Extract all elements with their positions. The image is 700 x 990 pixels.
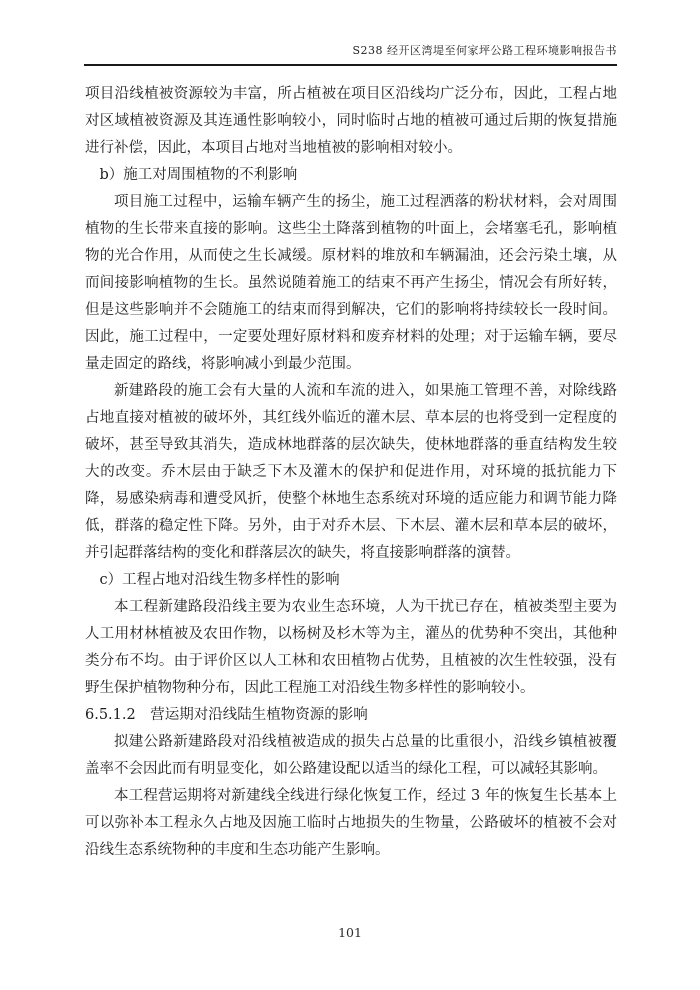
paragraph-operation-vegetation-loss: 拟建公路新建路段对沿线植被造成的损失占总量的比重很小，沿线乡镇植被覆盖率不会因此而有明显变化，如公路建设配以适当的绿化工程，可以减轻其影响。	[85, 734, 617, 777]
subheading-c-biodiversity-impact: c）工程占地对沿线生物多样性的影响	[99, 572, 340, 588]
paragraph-biodiversity-assessment: 本工程新建路段沿线主要为农业生态环境，人为干扰已存在，植被类型主要为人工用材林植被及农田作物，以杨树及杉木等为主，灌丛的优势种不突出，其他种类分布不均。由于评价区以人工林和农田植物占优势，且植被的次生性较强，没有野生保护植物物种分布，因此工程施工对沿线生物多样性的影响较小。	[85, 599, 617, 696]
page-footer	[0, 925, 700, 940]
page-header	[84, 42, 617, 66]
paragraph-new-road-community-impact: 新建路段的施工会有大量的人流和车流的进入，如果施工管理不善，对除线路占地直接对植被的破坏外，其红线外临近的灌木层、草本层的也将受到一定程度的破坏，甚至导致其消失，造成林地群落的层次缺失，使林地群落的垂直结构发生较大的改变。乔木层由于缺乏下木及灌木的保护和促进作用，对环境的抵抗能力下降，易感染病毒和遭受风折，使整个林地生态系统对环境的适应能力和调节能力降低，群落的稳定性下降。另外，由于对乔木层、下木层、灌木层和草本层的破坏，并引起群落结构的变化和群落层次的缺失，将直接影响群落的演替。	[85, 383, 617, 561]
paragraph-greening-restoration: 本工程营运期将对新建线全线进行绿化恢复工作，经过 3 年的恢复生长基本上可以弥补本工程永久占地及因施工临时占地损失的生物量，公路破坏的植被不会对沿线生态系统物种的丰度和生态功能产生影响。	[85, 788, 617, 858]
paragraph-construction-dust-impact: 项目施工过程中，运输车辆产生的扬尘，施工过程洒落的粉状材料，会对周围植物的生长带来直接的影响。这些尘土降落到植物的叶面上，会堵塞毛孔，影响植物的光合作用，从而使之生长减缓。原材料的堆放和车辆漏油，还会污染土壤，从而间接影响植物的生长。虽然说随着施工的结束不再产生扬尘，情况会有所好转，但是这些影响并不会随施工的结束而得到解决，它们的影响将持续较长一段时间。因此，施工过程中，一定要处理好原材料和废弃材料的处理；对于运输车辆，要尽量走固定的路线，将影响减小到最少范围。	[85, 194, 617, 372]
document-body	[85, 81, 617, 864]
subheading-b-construction-impact: b）施工对周围植物的不利影响	[99, 167, 298, 183]
report-title: S238 经开区湾堤至何家坪公路工程环境影响报告书	[352, 44, 617, 57]
section-heading-6512-operation-period: 6.5.1.2 营运期对沿线陆生植物资源的影响	[85, 707, 368, 723]
paragraph-vegetation-impact-continuation: 项目沿线植被资源较为丰富，所占植被在项目区沿线均广泛分布，因此，工程占地对区域植被资源及其连通性影响较小，同时临时占地的植被可通过后期的恢复措施进行补偿，因此，本项目占地对当地植被的影响相对较小。	[85, 86, 617, 156]
page-number: 101	[338, 925, 362, 940]
